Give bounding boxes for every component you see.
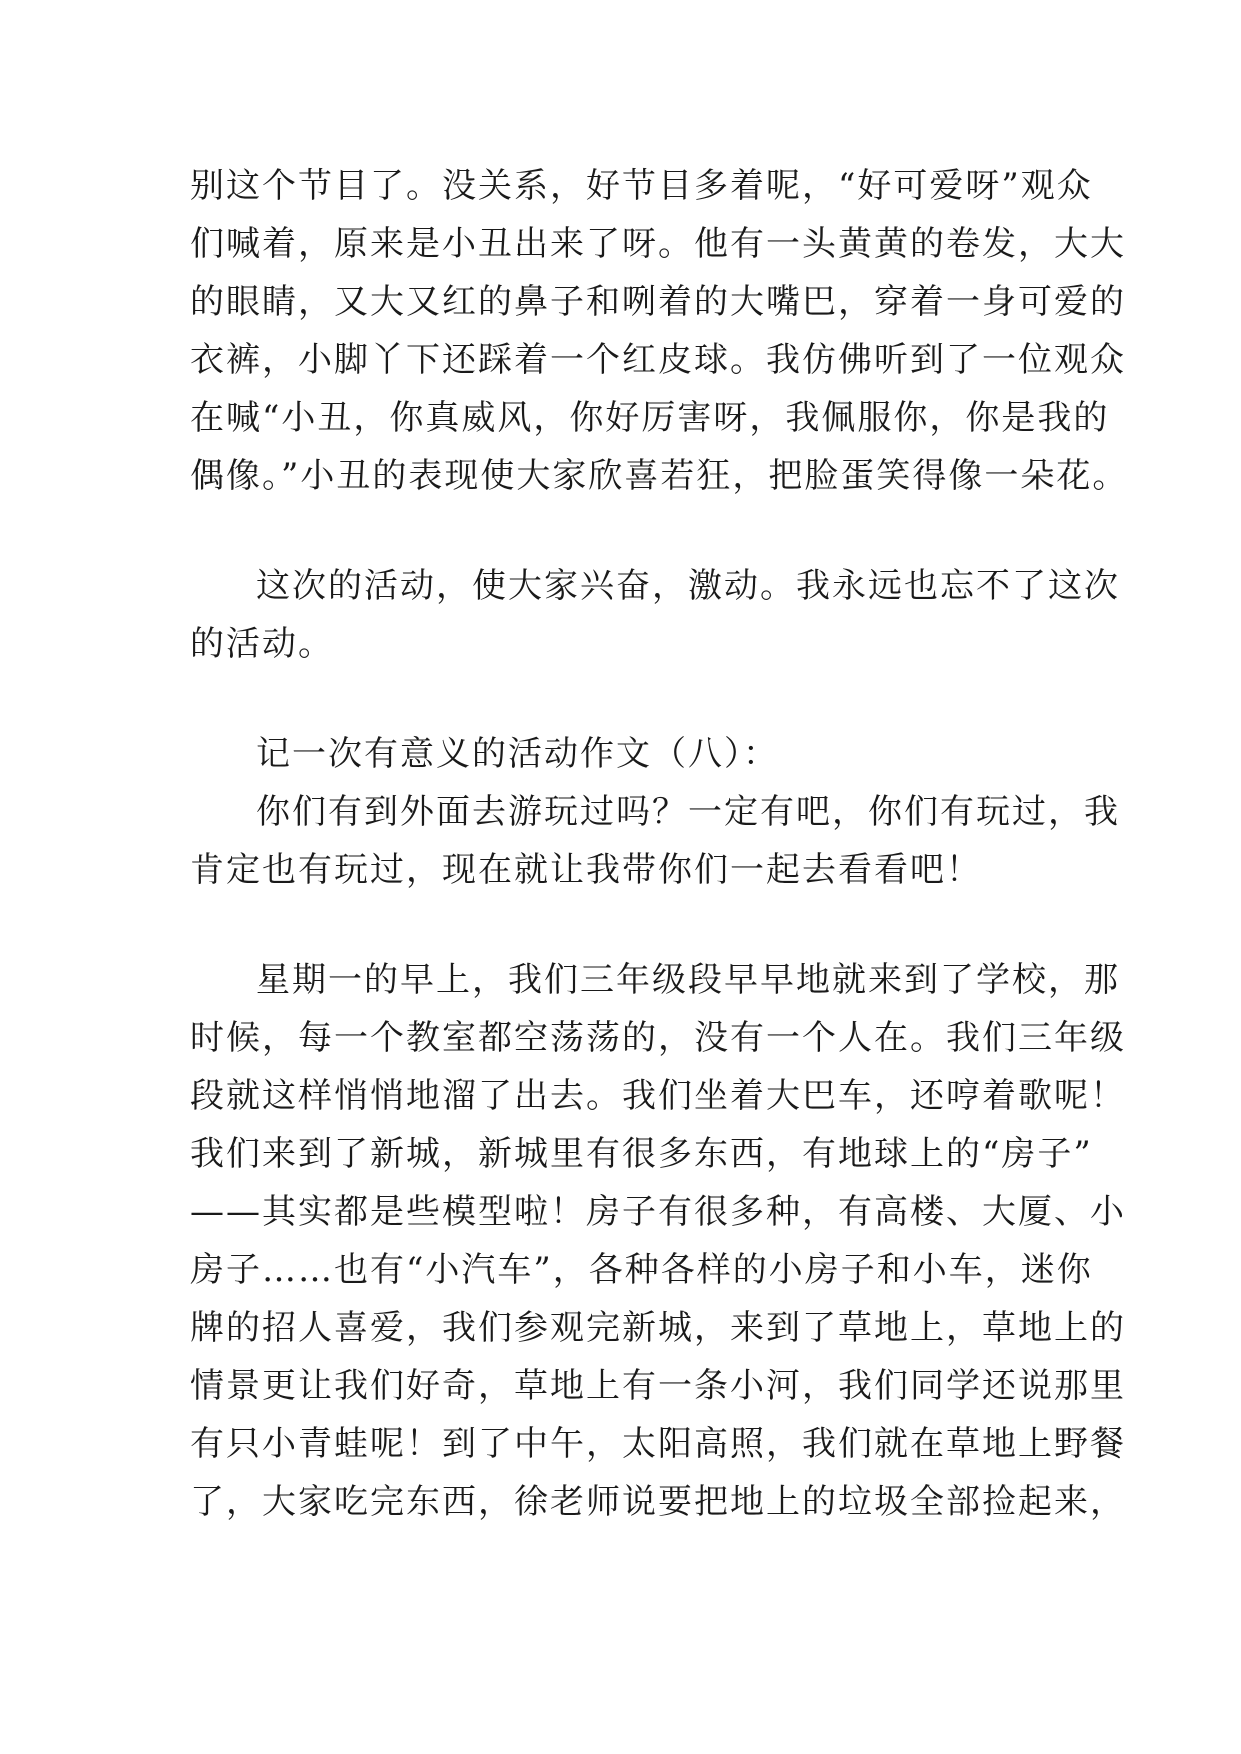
text-line: 的眼睛，又大又红的鼻子和咧着的大嘴巴，穿着一身可爱的 (190, 282, 1126, 322)
text-line: ——其实都是些模型啦！房子有很多种，有高楼、大厦、小 (190, 1192, 1126, 1232)
text-line: 偶像。”小丑的表现使大家欣喜若狂，把脸蛋笑得像一朵花。 (190, 456, 1129, 496)
text-line: 时候，每一个教室都空荡荡的，没有一个人在。我们三年级 (190, 1018, 1126, 1058)
text-line: 我们来到了新城，新城里有很多东西，有地球上的“房子” (190, 1134, 1093, 1174)
text-line: 有只小青蛙呢！到了中午，太阳高照，我们就在草地上野餐 (190, 1424, 1126, 1464)
text-line: 牌的招人喜爱，我们参观完新城，来到了草地上，草地上的 (190, 1308, 1126, 1348)
text-line: 在喊“小丑，你真威风，你好厉害呀，我佩服你，你是我的 (190, 398, 1110, 438)
text-line: 们喊着，原来是小丑出来了呀。他有一头黄黄的卷发，大大 (190, 224, 1126, 264)
text-line: 衣裤，小脚丫下还踩着一个红皮球。我仿佛听到了一位观众 (190, 340, 1126, 380)
text-line: 肯定也有玩过，现在就让我带你们一起去看看吧！ (190, 850, 982, 890)
text-line: 你们有到外面去游玩过吗？一定有吧，你们有玩过，我 (256, 792, 1120, 832)
text-line: 情景更让我们好奇，草地上有一条小河，我们同学还说那里 (190, 1366, 1126, 1406)
section-heading: 记一次有意义的活动作文（八）： (256, 734, 779, 774)
text-line: 别这个节目了。没关系，好节目多着呢，“好可爱呀”观众 (190, 166, 1093, 206)
text-line: 了，大家吃完东西，徐老师说要把地上的垃圾全部捡起来， (190, 1482, 1126, 1522)
text-line: 的活动。 (190, 624, 334, 664)
text-line: 星期一的早上，我们三年级段早早地就来到了学校，那 (256, 960, 1120, 1000)
text-line: 这次的活动，使大家兴奋，激动。我永远也忘不了这次 (256, 566, 1120, 606)
text-line: 段就这样悄悄地溜了出去。我们坐着大巴车，还哼着歌呢！ (190, 1076, 1126, 1116)
text-line: 房子……也有“小汽车”，各种各样的小房子和小车，迷你 (190, 1250, 1093, 1290)
